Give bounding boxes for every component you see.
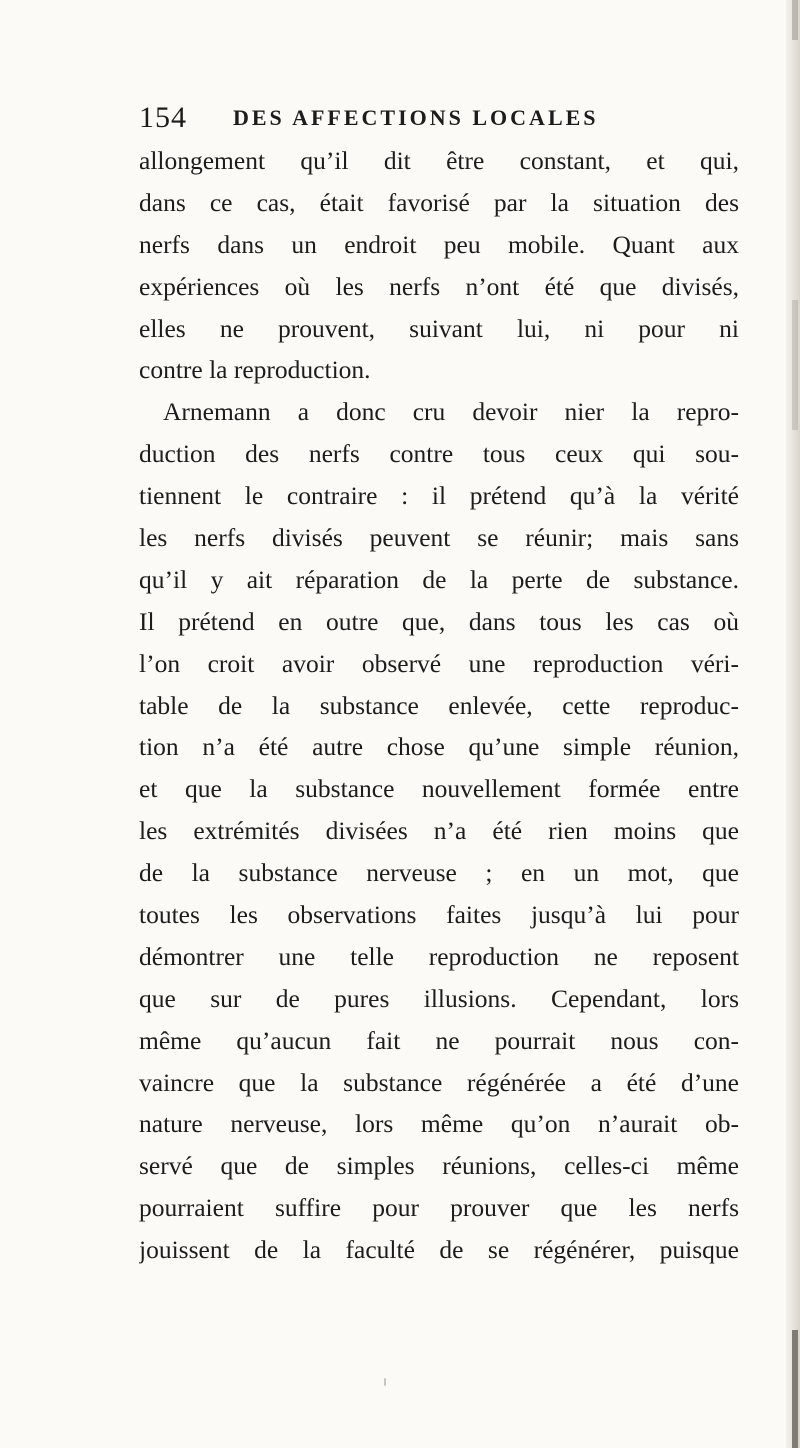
text-line: table de la substance enlevée, cette reproduc- [139,690,739,720]
text-line: contre la reproduction. [139,355,371,385]
text-line: nature nerveuse, lors même qu’on n’aurait ob- [139,1109,739,1139]
text-line: servé que de simples réunions, celles-ci même [139,1151,739,1181]
text-line: jouissent de la faculté de se régénérer, puisque [139,1235,739,1265]
page-number: 154 [139,101,187,134]
ink-speck [384,1378,386,1386]
text-line: expériences où les nerfs n’ont été que divisés, [139,271,739,301]
running-head: DES AFFECTIONS LOCALES [233,105,599,130]
text-line: toutes les observations faites jusqu’à lui pour [139,900,739,930]
text-line: tiennent le contraire : il prétend qu’à la vérité [139,481,739,511]
text-line: et que la substance nouvellement formée entre [139,774,739,804]
page-edge [786,0,800,1448]
edge-shadow-top [792,0,798,40]
text-line: pourraient suffire pour prouver que les nerfs [139,1193,739,1223]
text-line: tion n’a été autre chose qu’une simple réunion, [139,732,739,762]
text-line: vaincre que la substance régénérée a été d’une [139,1067,739,1097]
text-line: même qu’aucun fait ne pourrait nous con- [139,1025,739,1055]
edge-shadow-bottom [792,1330,798,1448]
text-line: qu’il y ait réparation de la perte de substance. [139,564,739,594]
text-line: dans ce cas, était favorisé par la situation des [139,187,739,217]
text-line: que sur de pures illusions. Cependant, lors [139,983,739,1013]
text-line: elles ne prouvent, suivant lui, ni pour ni [139,313,739,343]
text-line: Il prétend en outre que, dans tous les cas où [139,606,739,636]
text-line: nerfs dans un endroit peu mobile. Quant aux [139,229,739,259]
page-header [139,98,739,138]
text-line: démontrer une telle reproduction ne reposent [139,941,739,971]
edge-shadow-middle [792,300,798,430]
text-line: de la substance nerveuse ; en un mot, que [139,858,739,888]
text-line: l’on croit avoir observé une reproduction véri- [139,648,739,678]
text-line: allongement qu’il dit être constant, et qui, [139,146,739,175]
text-line: duction des nerfs contre tous ceux qui sou- [139,439,739,469]
text-line: Arnemann a donc cru devoir nier la repro- [163,397,739,427]
text-line: les nerfs divisés peuvent se réunir; mais sans [139,523,739,553]
text-line: les extrémités divisées n’a été rien moins que [139,816,739,846]
body-text [139,140,739,1271]
